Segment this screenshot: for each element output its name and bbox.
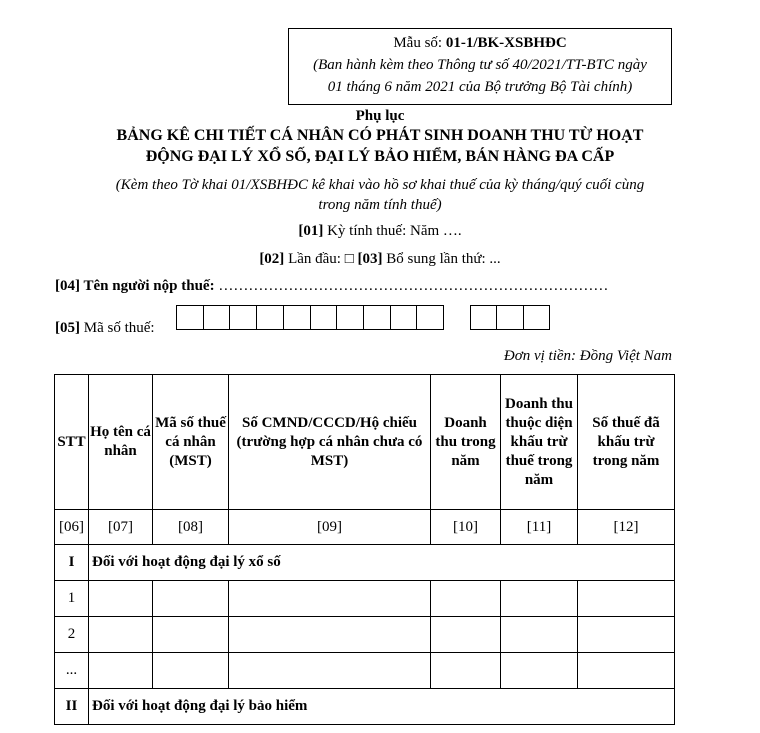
table-header-row	[55, 375, 675, 510]
table-cell[interactable]	[153, 581, 229, 617]
section-name: Đối với hoạt động đại lý bảo hiểm	[89, 689, 675, 725]
table-cell[interactable]	[229, 617, 431, 653]
detail-table	[54, 374, 675, 725]
column-code: [08]	[153, 510, 229, 545]
header-id-number: Số CMND/CCCD/Hộ chiếu (trường hợp cá nhân chưa có MST)	[229, 375, 431, 510]
section-row-lottery	[55, 545, 675, 581]
row-number: ...	[55, 653, 89, 689]
tax-code-digit-box[interactable]	[177, 306, 203, 329]
tax-code-boxes-main[interactable]	[176, 305, 444, 330]
tax-period-field	[0, 221, 760, 241]
appendix-label: Phụ lục	[355, 108, 405, 124]
header-tax-withheld: Số thuế đã khấu trừ trong năm	[578, 375, 675, 510]
column-code: [09]	[229, 510, 431, 545]
currency-unit: Đơn vị tiền: Đồng Việt Nam	[503, 348, 672, 364]
column-code: [10]	[431, 510, 501, 545]
table-cell[interactable]	[578, 581, 675, 617]
section-row-insurance	[55, 689, 675, 725]
table-cell[interactable]	[501, 653, 578, 689]
form-code-box	[288, 28, 672, 105]
tax-code-code: [05]	[55, 320, 80, 336]
table-cell[interactable]	[89, 653, 153, 689]
column-code: [07]	[89, 510, 153, 545]
row-number: 2	[55, 617, 89, 653]
row-number: 1	[55, 581, 89, 617]
supplement-text: Bổ sung lần thứ: ...	[382, 251, 501, 267]
table-cell[interactable]	[578, 617, 675, 653]
header-full-name: Họ tên cá nhân	[89, 375, 153, 510]
header-tax-code: Mã số thuế cá nhân (MST)	[153, 375, 229, 510]
title-line2: ĐỘNG ĐẠI LÝ XỔ SỐ, ĐẠI LÝ BẢO HIỂM, BÁN HÀNG ĐA CẤP	[145, 148, 615, 165]
table-cell[interactable]	[431, 617, 501, 653]
taxpayer-name-field[interactable]	[55, 276, 608, 296]
tax-period-code: [01]	[298, 223, 324, 239]
tax-code-digit-box[interactable]	[256, 306, 283, 329]
column-code: [11]	[501, 510, 578, 545]
section-number: II	[55, 689, 89, 725]
table-cell[interactable]	[501, 617, 578, 653]
tax-code-branch-box[interactable]	[496, 306, 522, 329]
tax-code-digit-box[interactable]	[229, 306, 256, 329]
supplement-code: [03]	[357, 251, 383, 267]
column-code: [12]	[578, 510, 675, 545]
tax-code-digit-box[interactable]	[310, 306, 337, 329]
tax-code-digit-box[interactable]	[283, 306, 310, 329]
tax-code-digit-box[interactable]	[416, 306, 443, 329]
tax-code-digit-box[interactable]	[363, 306, 390, 329]
submission-type-field	[0, 249, 760, 269]
table-row	[55, 581, 675, 617]
section-number: I	[55, 545, 89, 581]
tax-code-digit-box[interactable]	[336, 306, 363, 329]
column-code: [06]	[55, 510, 89, 545]
header-revenue: Doanh thu trong năm	[431, 375, 501, 510]
table-cell[interactable]	[578, 653, 675, 689]
header-deductible-revenue: Doanh thu thuộc diện khấu trừ thuế trong năm	[501, 375, 578, 510]
table-cell[interactable]	[89, 617, 153, 653]
table-cell[interactable]	[153, 653, 229, 689]
header-stt: STT	[55, 375, 89, 510]
tax-code-digit-box[interactable]	[390, 306, 417, 329]
table-row	[55, 617, 675, 653]
form-code-value: 01-1/BK-XSBHĐC	[445, 35, 567, 51]
tax-code-digit-box[interactable]	[203, 306, 230, 329]
table-cell[interactable]	[153, 617, 229, 653]
taxpayer-name-dots: ……………………………………………………………………	[218, 278, 609, 294]
tax-code-field	[55, 318, 155, 338]
tax-code-label: Mã số thuế:	[80, 320, 155, 336]
table-cell[interactable]	[501, 581, 578, 617]
title-line1: BẢNG KÊ CHI TIẾT CÁ NHÂN CÓ PHÁT SINH DOANH THU TỪ HOẠT	[116, 127, 644, 144]
table-row	[55, 653, 675, 689]
tax-code-branch-box[interactable]	[523, 306, 549, 329]
table-cell[interactable]	[89, 581, 153, 617]
form-code-prefix: Mẫu số:	[393, 35, 446, 51]
section-name: Đối với hoạt động đại lý xổ số	[89, 545, 675, 581]
first-time-text[interactable]: Lần đầu: □	[284, 251, 358, 267]
form-issued-line2: 01 tháng 6 năm 2021 của Bộ trưởng Bộ Tài chính)	[327, 79, 633, 95]
table-cell[interactable]	[229, 653, 431, 689]
table-cell[interactable]	[431, 653, 501, 689]
form-issued-line1: (Ban hành kèm theo Thông tư số 40/2021/TT-BTC ngày	[313, 57, 647, 73]
tax-period-text: Kỳ tính thuế: Năm ….	[323, 223, 462, 239]
form-code	[289, 32, 671, 54]
table-cell[interactable]	[229, 581, 431, 617]
column-code-row	[55, 510, 675, 545]
first-time-code: [02]	[259, 251, 285, 267]
note-line1: (Kèm theo Tờ khai 01/XSBHĐC kê khai vào hồ sơ khai thuế của kỳ tháng/quý cuối cùng	[115, 177, 645, 193]
taxpayer-name-label: [04] Tên người nộp thuế:	[55, 278, 215, 294]
table-cell[interactable]	[431, 581, 501, 617]
tax-code-branch-box[interactable]	[471, 306, 496, 329]
tax-code-boxes-branch[interactable]	[470, 305, 550, 330]
note-line2: trong năm tính thuế)	[318, 197, 442, 213]
